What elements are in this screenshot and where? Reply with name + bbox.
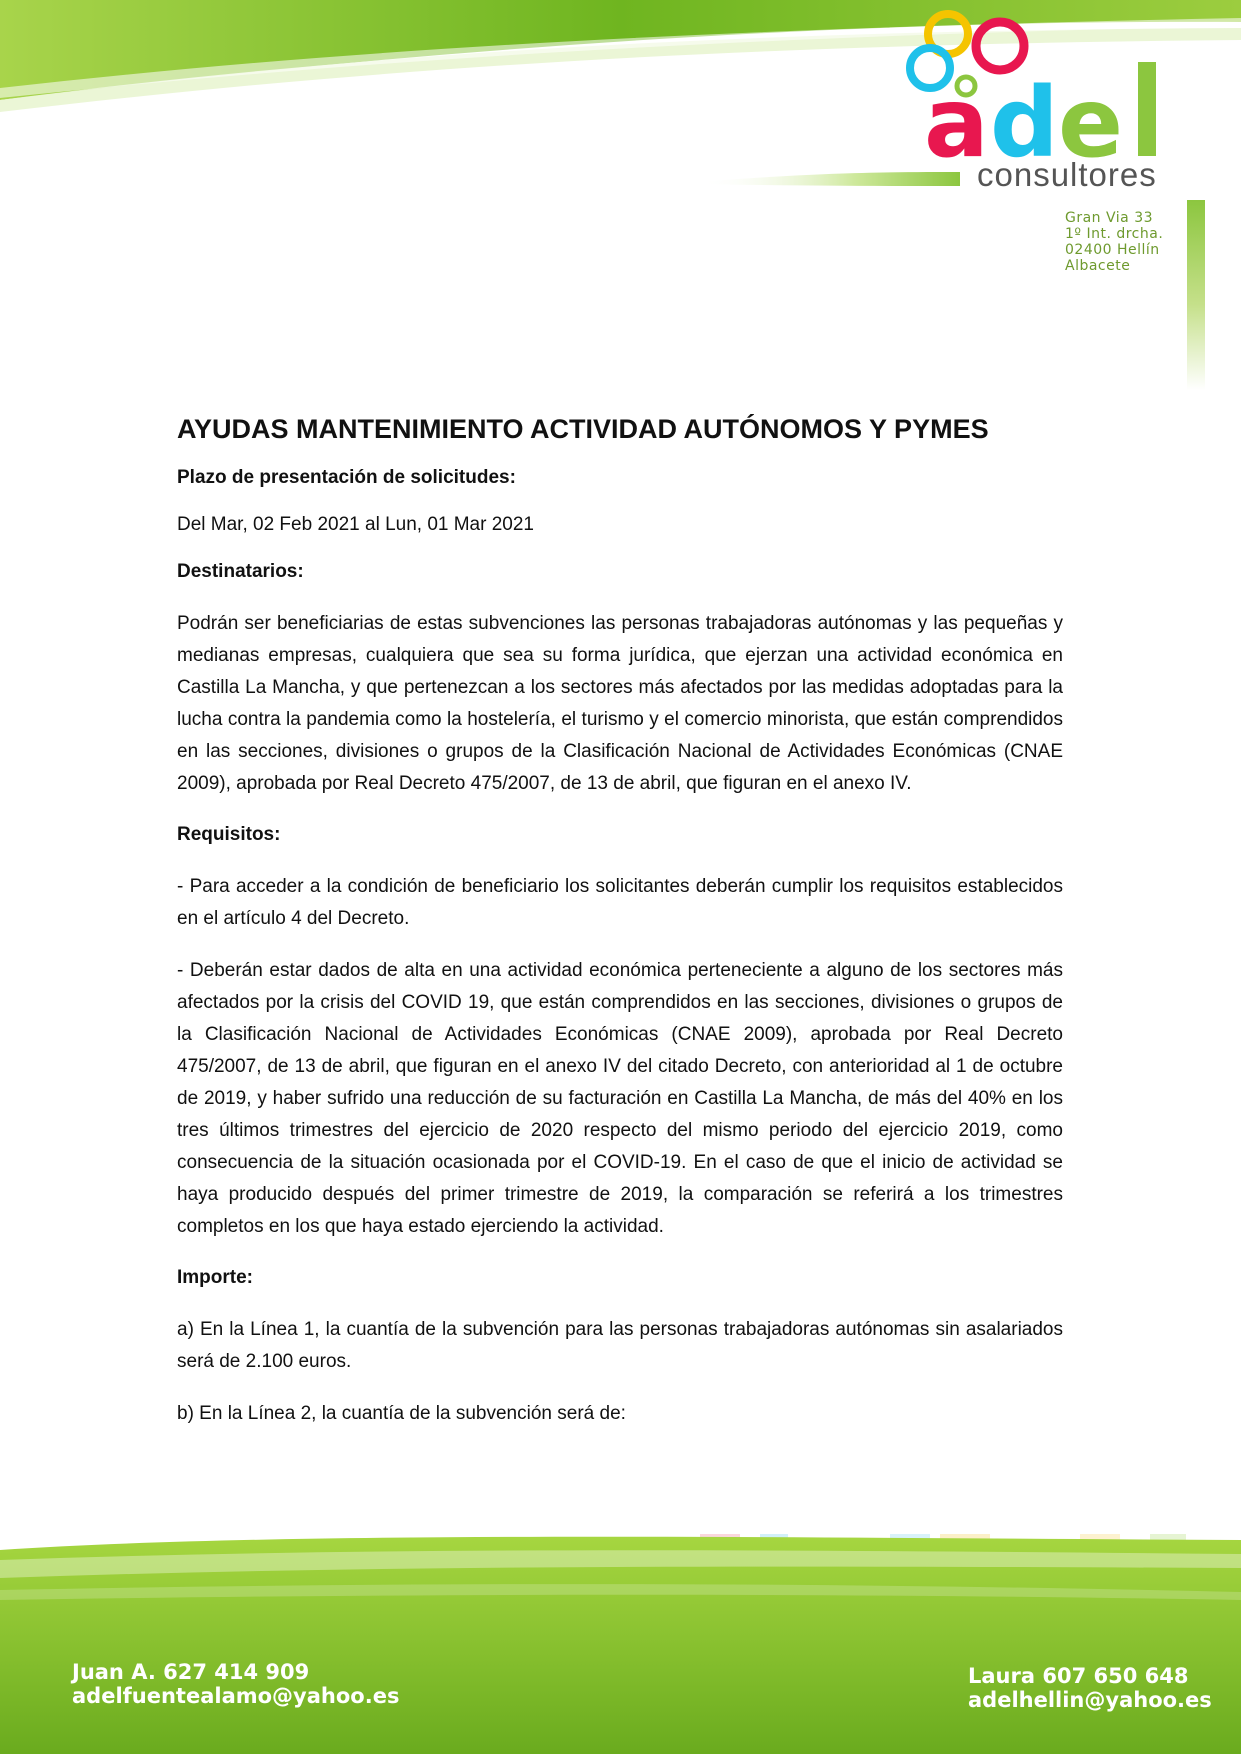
- contact-juan-phone: Juan A. 627 414 909: [72, 1660, 310, 1684]
- address-line: 1º Int. drcha.: [1065, 226, 1164, 242]
- document-title: AYUDAS MANTENIMIENTO ACTIVIDAD AUTÓNOMOS Y PYMES: [177, 414, 989, 444]
- right-side-bar-decoration: [1187, 200, 1205, 390]
- address-line: Gran Via 33: [1065, 210, 1154, 226]
- svg-text:e: e: [1058, 67, 1124, 179]
- amount-item: b) En la Línea 2, la cuantía de la subvención será de:: [177, 1403, 626, 1424]
- contact-laura-phone: Laura 607 650 648: [968, 1664, 1189, 1688]
- deadline-value: Del Mar, 02 Feb 2021 al Lun, 01 Mar 2021: [177, 514, 535, 535]
- footer-green-band: [0, 1520, 1241, 1754]
- recipients-paragraph: Podrán ser beneficiarias de estas subvenciones las personas trabajadoras autónomas y las pequeñas y medianas empresas, cualquiera que sea su forma jurídica, que ejerzan una actividad económica en Castilla La Mancha, y que pertenezcan a los sectores más afectados por las medidas adoptadas para la lucha contra la pandemia como la hostelería, el turismo y el comercio minorista, que están comprendidos en las secciones, divisiones o grupos de la Clasificación Nacional de Actividades Económicas (CNAE 2009), aprobada por Real Decreto 475/2007, de 13 de abril, que figuran en el anexo IV.: [177, 613, 1063, 794]
- requirements-label: Requisitos:: [177, 824, 281, 845]
- svg-text:a: a: [924, 67, 989, 179]
- logo-subtitle: consultores: [977, 156, 1157, 193]
- address-line: 02400 Hellín: [1065, 242, 1160, 258]
- requirement-item: - Para acceder a la condición de beneficiario los solicitantes deberán cumplir los requisitos establecidos en el artículo 4 del Decreto.: [177, 876, 1063, 929]
- address-line: Albacete: [1065, 258, 1131, 274]
- contact-laura: [968, 1664, 1212, 1712]
- deadline-label: Plazo de presentación de solicitudes:: [177, 467, 516, 488]
- contact-laura-email[interactable]: adelhellin@yahoo.es: [968, 1688, 1212, 1712]
- requirement-item: - Deberán estar dados de alta en una actividad económica perteneciente a alguno de los sectores más afectados por la crisis del COVID 19, que están comprendidos en las secciones, divisiones o grupos de la Clasificación Nacional de Actividades Económicas (CNAE 2009), aprobada por Real Decreto 475/2007, de 13 de abril, que figuran en el anexo IV del citado Decreto, con anterioridad al 1 de octubre de 2019, y haber sufrido una reducción de su facturación en Castilla La Mancha, de más del 40% en los tres últimos trimestres del ejercicio de 2020 respecto del mismo periodo del ejercicio 2019, como consecuencia de la situación ocasionada por el COVID-19. En el caso de que el inicio de actividad se haya producido después del primer trimestre de 2019, la comparación se referirá a los trimestres completos en los que haya estado ejerciendo la actividad.: [177, 960, 1063, 1237]
- recipients-label: Destinatarios:: [177, 561, 304, 582]
- document-body: [177, 410, 1063, 1450]
- contact-juan: [72, 1660, 399, 1708]
- company-address: [1065, 210, 1163, 274]
- svg-text:d: d: [990, 67, 1059, 179]
- contact-juan-email[interactable]: adelfuentealamo@yahoo.es: [72, 1684, 400, 1708]
- amount-label: Importe:: [177, 1267, 253, 1288]
- amount-item: a) En la Línea 1, la cuantía de la subvención para las personas trabajadoras autónomas sin asalariados será de 2.100 euros.: [177, 1319, 1063, 1372]
